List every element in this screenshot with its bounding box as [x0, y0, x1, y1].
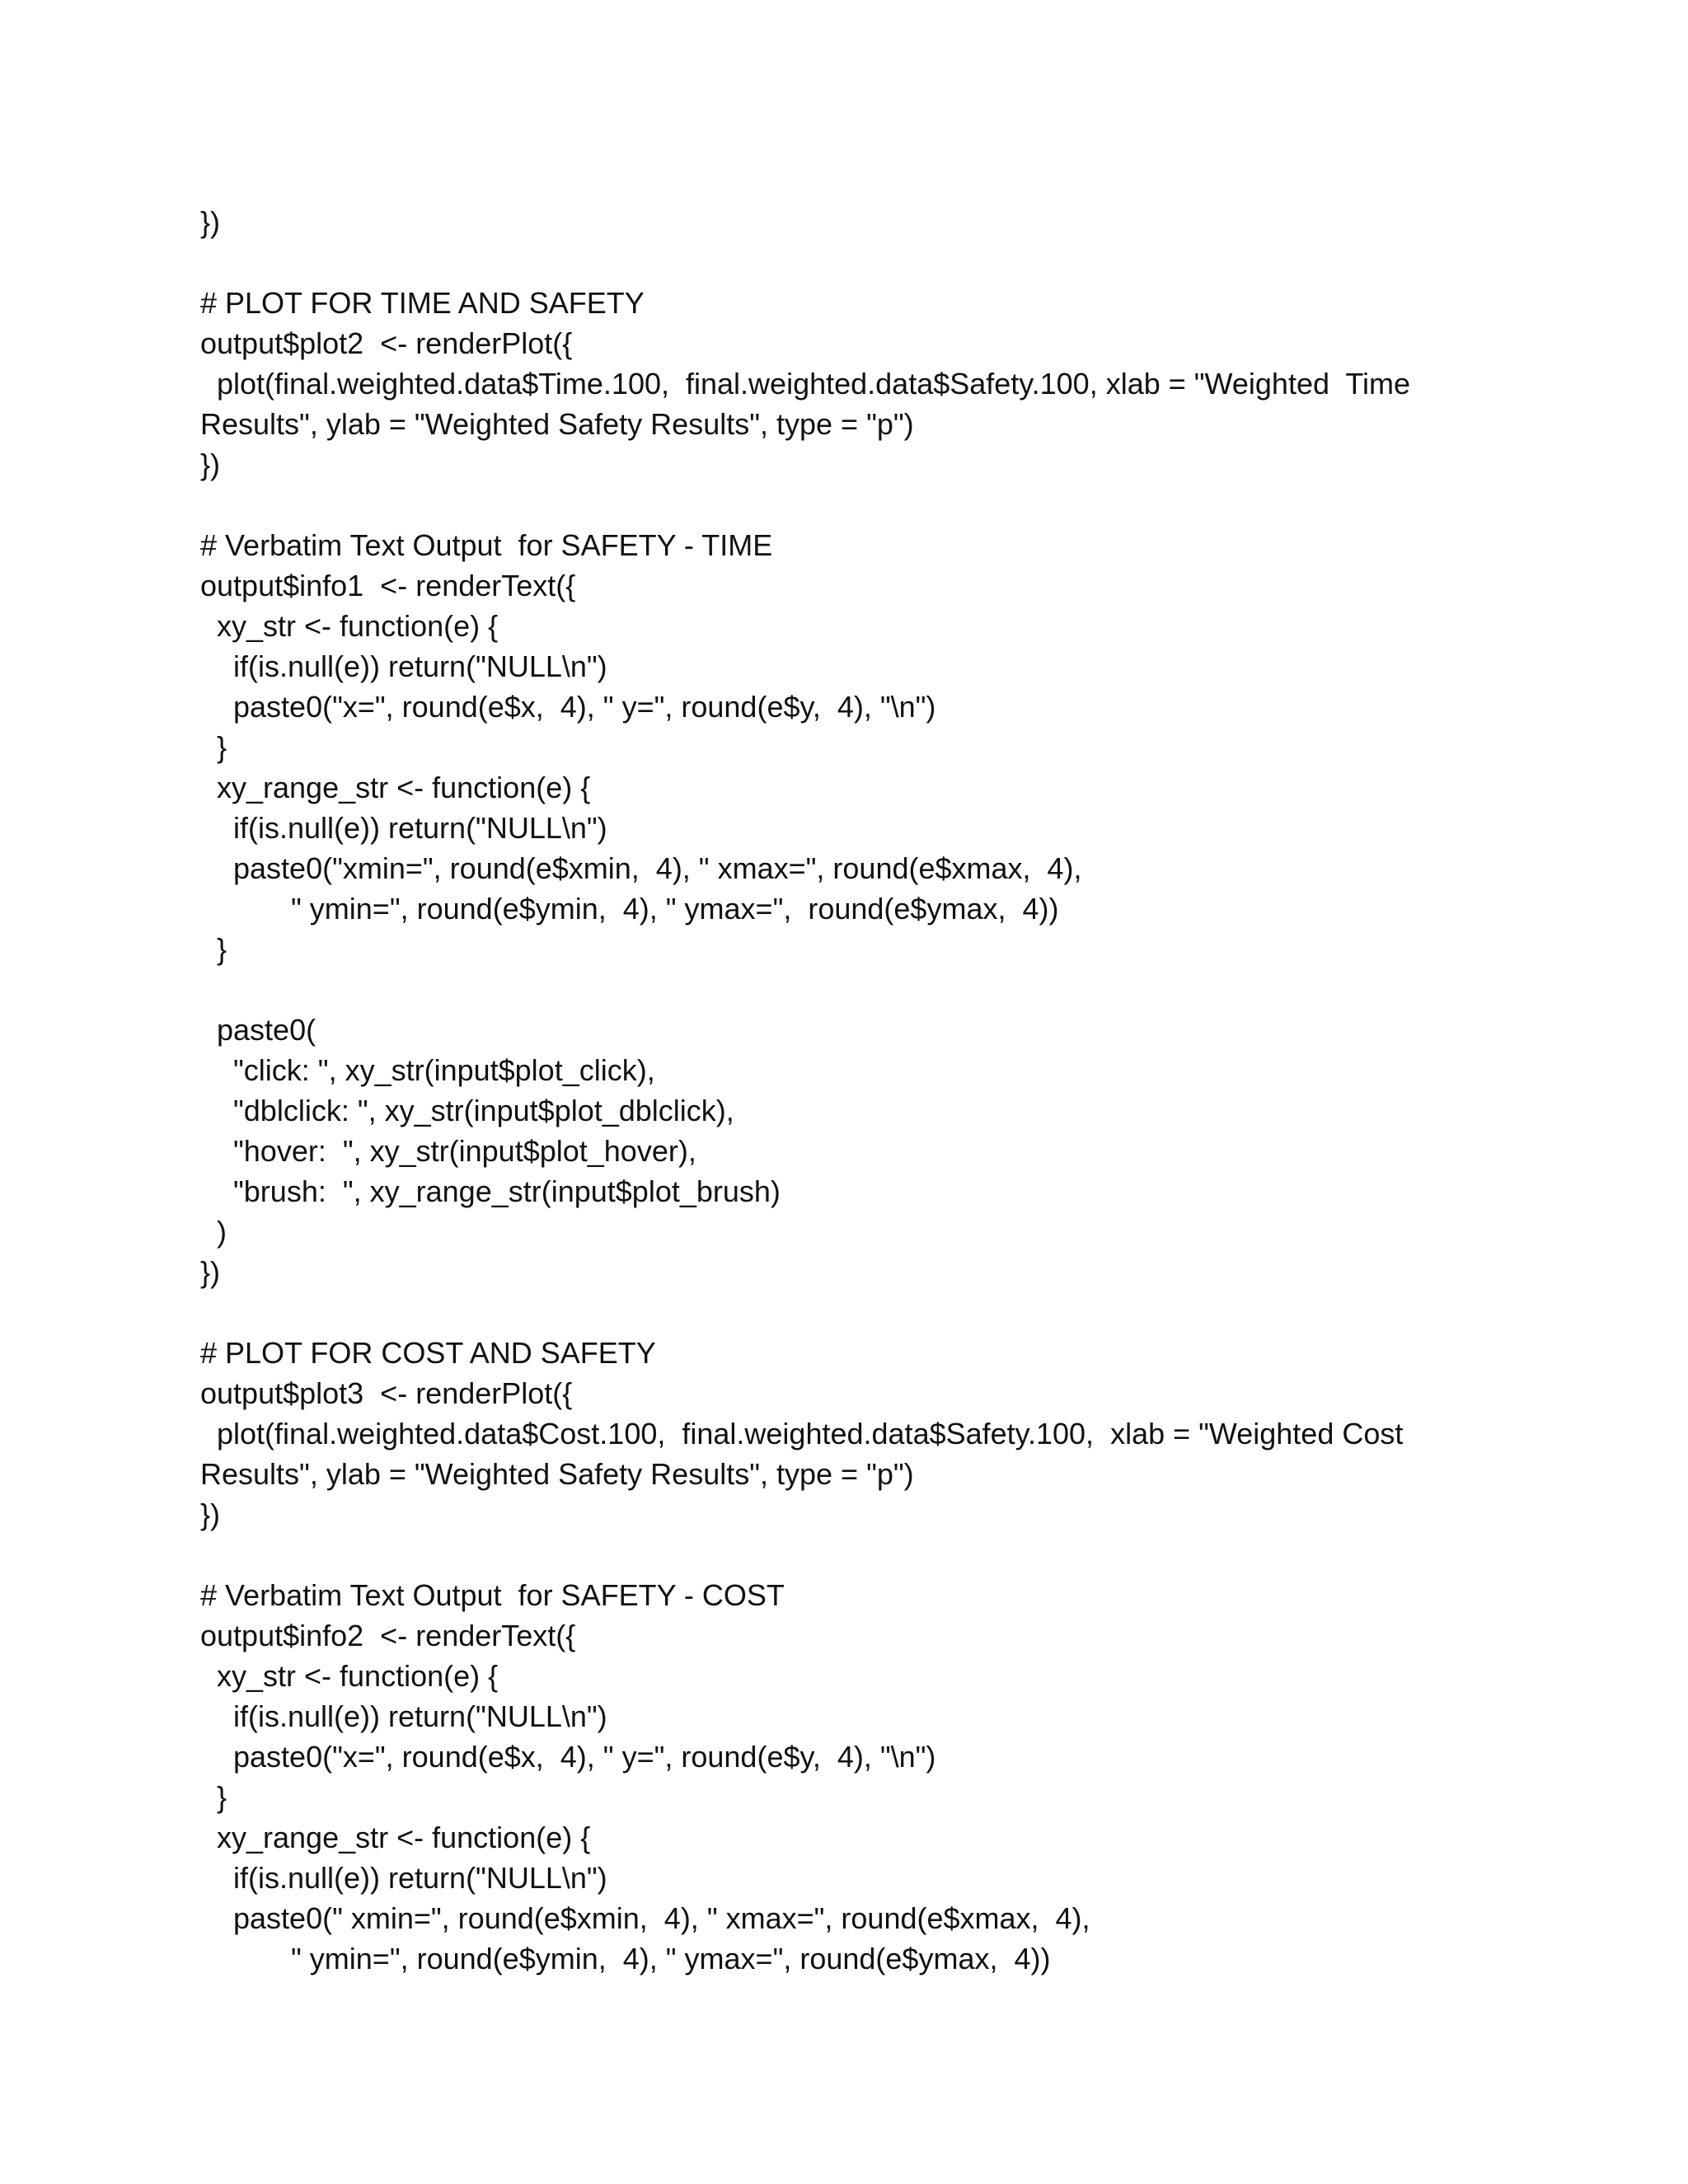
code-line: Results", ylab = "Weighted Safety Results", type = "p") — [200, 407, 914, 441]
code-listing — [200, 202, 1519, 1979]
code-line: paste0("x=", round(e$x, 4), " y=", round(e$y, 4), "\n") — [200, 1740, 936, 1774]
code-line: " ymin=", round(e$ymin, 4), " ymax=", round(e$ymax, 4)) — [200, 1942, 1051, 1975]
code-line: ) — [200, 1215, 227, 1249]
code-line: " ymin=", round(e$ymin, 4), " ymax=", round(e$ymax, 4)) — [200, 892, 1059, 926]
code-line: output$info2 <- renderText({ — [200, 1619, 576, 1652]
code-line: } — [200, 1780, 227, 1814]
code-line: # Verbatim Text Output for SAFETY - TIME — [200, 528, 773, 562]
code-line: "hover: ", xy_str(input$plot_hover), — [200, 1134, 696, 1168]
code-line: # PLOT FOR TIME AND SAFETY — [200, 286, 645, 320]
code-line: if(is.null(e)) return("NULL\n") — [200, 811, 607, 845]
code-line: output$info1 <- renderText({ — [200, 569, 576, 602]
code-line: }) — [200, 1497, 221, 1531]
code-line: }) — [200, 205, 221, 239]
code-line: if(is.null(e)) return("NULL\n") — [200, 1861, 607, 1895]
code-line: paste0(" xmin=", round(e$xmin, 4), " xmax=", round(e$xmax, 4), — [200, 1901, 1090, 1935]
code-line: # Verbatim Text Output for SAFETY - COST — [200, 1578, 785, 1612]
code-line: # PLOT FOR COST AND SAFETY — [200, 1336, 656, 1370]
code-line: if(is.null(e)) return("NULL\n") — [200, 1699, 607, 1733]
code-line: } — [200, 932, 227, 966]
code-line: }) — [200, 1255, 221, 1289]
blank-line — [200, 485, 1519, 525]
code-line: xy_str <- function(e) { — [200, 1659, 499, 1693]
code-line: paste0( — [200, 1013, 316, 1047]
code-line: Results", ylab = "Weighted Safety Results", type = "p") — [200, 1457, 914, 1491]
code-line: } — [200, 730, 227, 764]
code-line: output$plot3 <- renderPlot({ — [200, 1376, 573, 1410]
code-line: "brush: ", xy_range_str(input$plot_brush) — [200, 1174, 781, 1208]
code-line: output$plot2 <- renderPlot({ — [200, 326, 573, 360]
code-line: if(is.null(e)) return("NULL\n") — [200, 649, 607, 683]
code-line: "dblclick: ", xy_str(input$plot_dblclick), — [200, 1094, 734, 1127]
blank-line — [200, 969, 1519, 1010]
code-line: xy_str <- function(e) { — [200, 609, 499, 643]
code-line: "click: ", xy_str(input$plot_click), — [200, 1053, 655, 1087]
blank-line — [200, 1292, 1519, 1333]
code-line: plot(final.weighted.data$Time.100, final.weighted.data$Safety.100, xlab = "Weighted Time — [200, 367, 1411, 401]
blank-line — [200, 1535, 1519, 1575]
blank-line — [200, 242, 1519, 283]
code-line: paste0("x=", round(e$x, 4), " y=", round(e$y, 4), "\n") — [200, 690, 936, 724]
code-line: plot(final.weighted.data$Cost.100, final.weighted.data$Safety.100, xlab = "Weighted Cost — [200, 1417, 1404, 1451]
code-line: paste0("xmin=", round(e$xmin, 4), " xmax=", round(e$xmax, 4), — [200, 851, 1082, 885]
code-line: xy_range_str <- function(e) { — [200, 771, 591, 804]
code-line: }) — [200, 448, 221, 481]
code-line: xy_range_str <- function(e) { — [200, 1821, 591, 1854]
